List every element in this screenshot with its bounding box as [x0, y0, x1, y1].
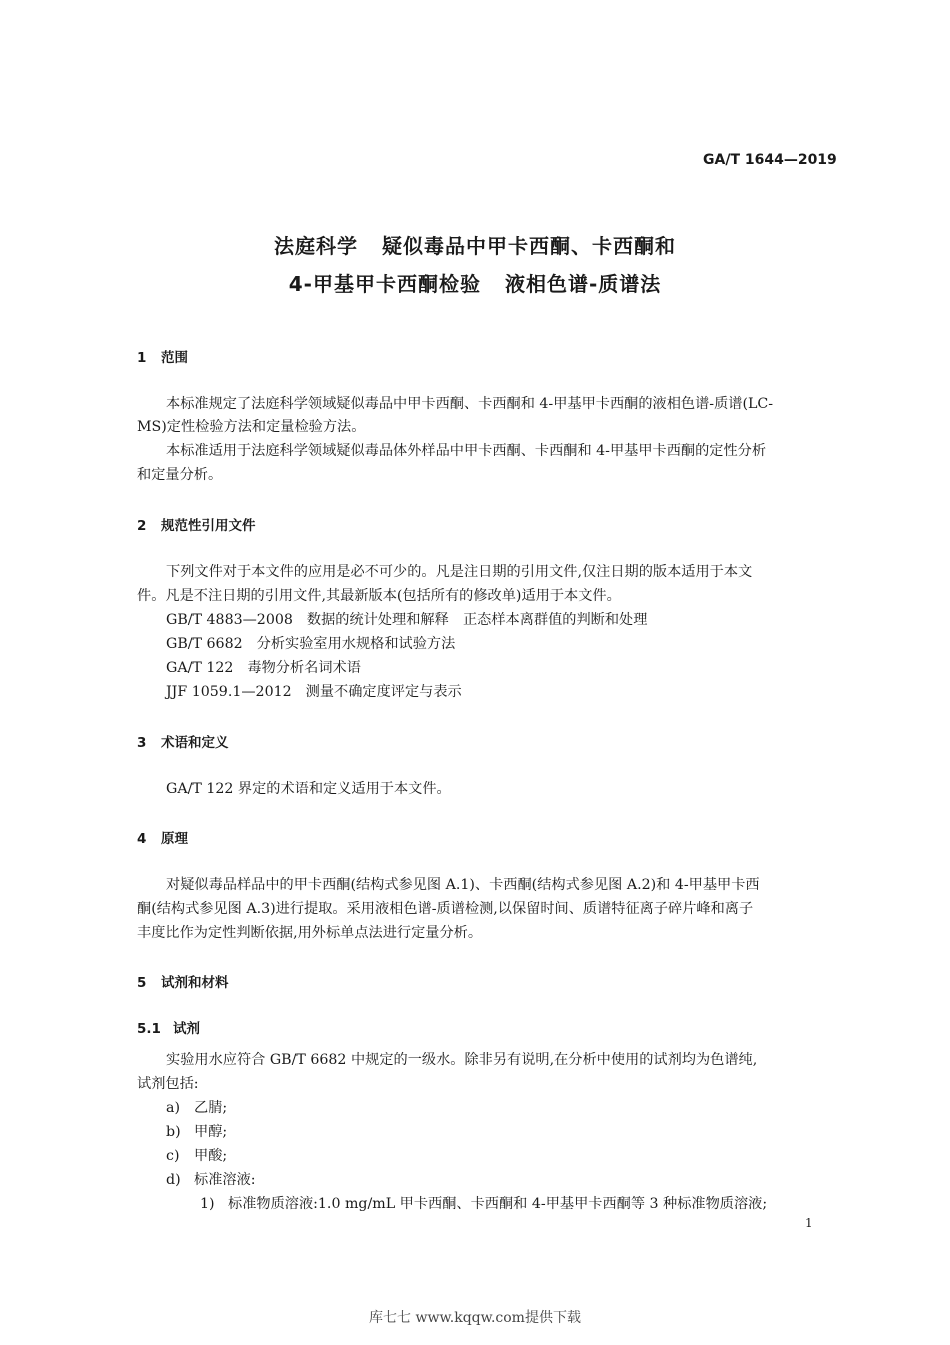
section-title: 术语和定义	[161, 735, 229, 751]
reference-item	[166, 633, 455, 653]
section-number: 5.1	[137, 1021, 161, 1037]
paragraph-line: GA/T 122 界定的术语和定义适用于本文件。	[166, 781, 451, 797]
paragraph-line: 本标准适用于法庭科学领域疑似毒品体外样品中甲卡西酮、卡西酮和 4-甲基甲卡西酮的定性分析	[166, 443, 767, 459]
section-title: 规范性引用文件	[161, 518, 256, 534]
doc-title-line2	[0, 268, 950, 297]
reference-item	[166, 657, 361, 677]
list-item-text: 乙腈;	[194, 1100, 228, 1116]
section-number: 1	[137, 350, 147, 366]
doc-title-line1	[0, 230, 950, 259]
standard-code: GA/T 1644—2019	[703, 152, 837, 168]
reference-item	[166, 681, 462, 701]
reference-code: GA/T 122	[166, 660, 234, 676]
reference-code: GB/T 6682	[166, 636, 243, 652]
paragraph-line: 酮(结构式参见图 A.3)进行提取。采用液相色谱-质谱检测,以保留时间、质谱特征离子碎片峰和离子	[137, 901, 754, 917]
reference-name: 测量不确定度评定与表示	[305, 684, 462, 700]
paragraph-line: MS)定性检验方法和定量检验方法。	[137, 419, 366, 435]
list-item-label: a)	[166, 1100, 180, 1116]
reference-name: 数据的统计处理和解释 正态样本离群值的判断和处理	[306, 612, 648, 628]
section-number: 2	[137, 518, 147, 534]
section-heading	[137, 971, 229, 991]
list-item-text: 甲酸;	[194, 1148, 228, 1164]
reference-name: 毒物分析名词术语	[247, 660, 361, 676]
reference-code: JJF 1059.1—2012	[166, 684, 292, 700]
section-heading	[137, 346, 188, 366]
section-number: 5	[137, 975, 147, 991]
sub-list-item	[200, 1193, 767, 1213]
paragraph-line: 丰度比作为定性判断依据,用外标单点法进行定量分析。	[137, 925, 483, 941]
section-title: 原理	[161, 831, 188, 847]
list-item-label: c)	[166, 1148, 180, 1164]
download-footer: 库七七 www.kqqw.com提供下载	[369, 1310, 581, 1326]
list-item	[166, 1145, 227, 1165]
list-item-text: 标准溶液:	[194, 1172, 256, 1188]
title-part: 法庭科学	[274, 234, 358, 258]
section-title: 试剂	[173, 1021, 200, 1037]
reference-item	[166, 609, 647, 629]
list-item-text: 标准物质溶液:1.0 mg/mL 甲卡西酮、卡西酮和 4-甲基甲卡西酮等 3 种标准物质溶液;	[228, 1196, 768, 1212]
list-item	[166, 1169, 256, 1189]
section-heading	[137, 731, 229, 751]
paragraph-line: 件。凡是不注日期的引用文件,其最新版本(包括所有的修改单)适用于本文件。	[137, 588, 621, 604]
list-item-label: d)	[166, 1172, 181, 1188]
paragraph-line: 本标准规定了法庭科学领域疑似毒品中甲卡西酮、卡西酮和 4-甲基甲卡西酮的液相色谱-质谱(LC-	[166, 396, 774, 412]
paragraph-line: 和定量分析。	[137, 467, 223, 483]
list-item-label: 1)	[200, 1196, 215, 1212]
paragraph-line: 下列文件对于本文件的应用是必不可少的。凡是注日期的引用文件,仅注日期的版本适用于本文	[166, 564, 753, 580]
section-heading	[137, 827, 188, 847]
section-number: 4	[137, 831, 147, 847]
section-title: 范围	[161, 350, 188, 366]
reference-name: 分析实验室用水规格和试验方法	[256, 636, 456, 652]
list-item	[166, 1121, 227, 1141]
list-item-label: b)	[166, 1124, 181, 1140]
title-part: 疑似毒品中甲卡西酮、卡西酮和	[382, 234, 676, 258]
title-part: 4-甲基甲卡西酮检验	[288, 272, 481, 296]
section-heading	[137, 514, 256, 534]
list-item	[166, 1097, 227, 1117]
paragraph-line: 试剂包括:	[137, 1076, 199, 1092]
paragraph-line: 实验用水应符合 GB/T 6682 中规定的一级水。除非另有说明,在分析中使用的试剂均为色谱纯,	[166, 1052, 758, 1068]
section-title: 试剂和材料	[161, 975, 229, 991]
page-number: 1	[805, 1216, 813, 1230]
title-part: 液相色谱-质谱法	[504, 272, 662, 296]
reference-code: GB/T 4883—2008	[166, 612, 293, 628]
paragraph-line: 对疑似毒品样品中的甲卡西酮(结构式参见图 A.1)、卡西酮(结构式参见图 A.2)和 4-甲基甲卡西	[166, 877, 760, 893]
subsection-heading	[137, 1017, 200, 1037]
list-item-text: 甲醇;	[194, 1124, 228, 1140]
section-number: 3	[137, 735, 147, 751]
